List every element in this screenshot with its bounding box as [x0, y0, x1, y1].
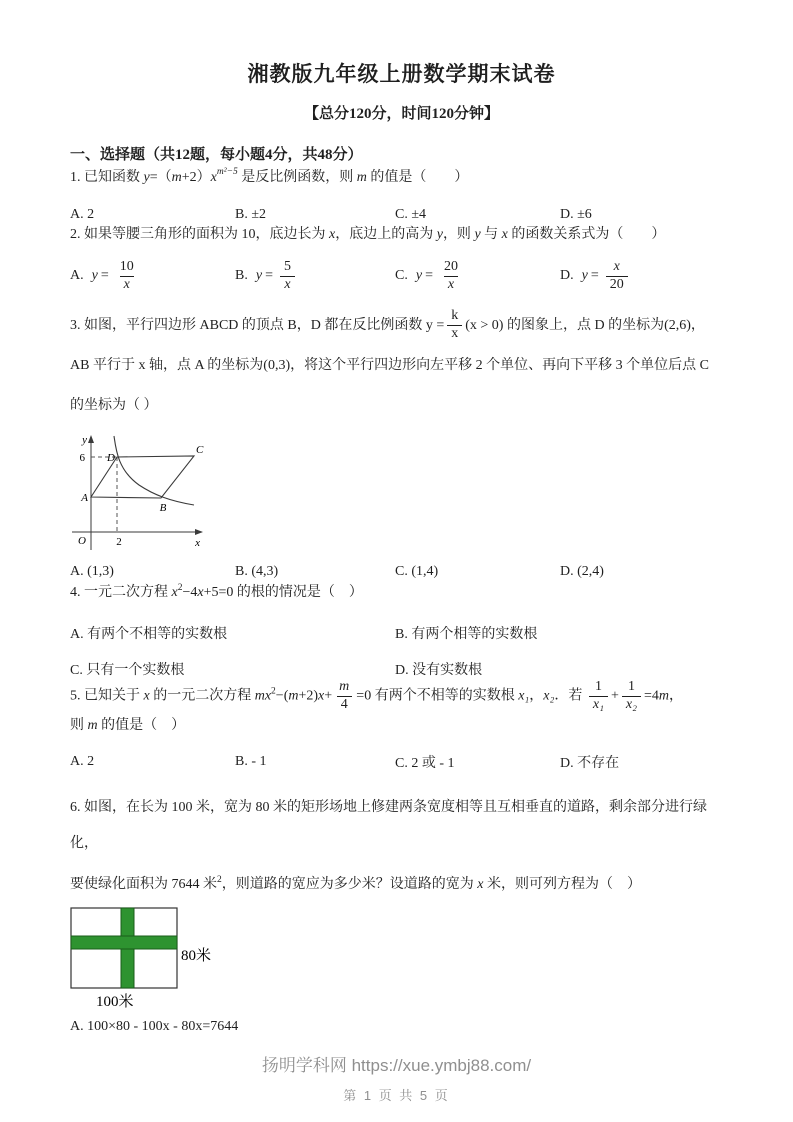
question-2-options — [70, 259, 733, 294]
math-variable: x — [197, 584, 204, 600]
fraction-denominator: x — [447, 325, 462, 343]
fraction-denominator: x — [120, 276, 134, 294]
option-label: A. — [70, 268, 84, 284]
math-variable: y — [415, 268, 423, 284]
text-run: 的函数关系式为（ ） — [507, 226, 666, 242]
math-variable: y — [474, 226, 481, 242]
stem-line: 的坐标为（ ） — [70, 397, 158, 413]
text-run: 是反比例函数，则 — [237, 170, 357, 185]
option-d — [560, 259, 733, 294]
math-superscript: m²−5 — [216, 167, 238, 177]
text-run: (x > 0) 的图象上，点 D 的坐标为(2,6)， — [465, 317, 705, 333]
fraction — [606, 259, 628, 294]
length-label: 100米 — [96, 994, 134, 1011]
math-variable: x — [143, 688, 150, 704]
text-run: 5. 已知关于 — [70, 688, 144, 704]
math-variable: x₁ — [518, 688, 530, 704]
point-a-label: A — [81, 491, 88, 504]
y-axis-arrow-icon — [88, 435, 94, 443]
fraction-denominator: x₂ — [622, 696, 641, 714]
text-run: 有两个不相等的实数根 — [371, 688, 519, 704]
point-d-label: D — [107, 451, 115, 464]
stem-line — [70, 306, 733, 346]
math-variable: x — [501, 226, 508, 242]
text-run: 1. 已知函数 — [70, 170, 144, 185]
math-variable: y — [143, 170, 150, 185]
fraction-numerator: 1 — [594, 679, 602, 695]
option-c — [395, 259, 560, 294]
exam-title: 湘教版九年级上册数学期末试卷 — [247, 62, 556, 86]
option-c: C. ±4 — [395, 206, 427, 222]
stem-line — [70, 862, 733, 903]
question-5-options — [70, 752, 733, 772]
question-5-stem-line2 — [70, 714, 733, 739]
text-run: =（ — [149, 170, 172, 185]
score-time-line: 【总分120分，时间120分钟】 — [303, 106, 499, 122]
option-a: A. 2 — [70, 206, 95, 222]
fraction — [280, 259, 295, 294]
y-axis-label: y — [82, 433, 87, 446]
text-run: =0 — [356, 688, 372, 704]
option-d: D. 没有实数根 — [395, 663, 483, 679]
fraction-denominator: 4 — [337, 696, 352, 714]
question-5-stem — [70, 679, 733, 714]
option-d: D. (2,4) — [560, 563, 604, 579]
question-3-stem — [70, 306, 733, 426]
text-run: 的值是（ ） — [366, 170, 469, 185]
fraction — [335, 679, 353, 714]
text-run: 与 — [480, 226, 502, 242]
fraction-numerator: x — [613, 259, 620, 274]
width-label: 80米 — [181, 948, 212, 965]
text-run: ， — [529, 688, 544, 704]
text-run: ．若 — [554, 688, 586, 704]
fraction-numerator: 1 — [627, 679, 635, 695]
fraction — [447, 308, 462, 343]
text-run: 的一元二次方程 — [149, 688, 255, 704]
question-4-stem — [70, 580, 733, 606]
math-variable: y — [91, 268, 98, 284]
text-run: 米，则可列方程为（ ） — [483, 877, 641, 893]
text-run: −4 — [182, 584, 198, 600]
math-variable: x — [210, 170, 217, 185]
option-c: C. 只有一个实数根 — [70, 663, 185, 679]
question-2-stem — [70, 223, 733, 248]
option-b: B. - 1 — [235, 754, 267, 770]
option-label: D. — [560, 268, 574, 284]
math-variable: m — [87, 717, 98, 733]
question-6-figure — [70, 907, 290, 1015]
fraction-numerator: 10 — [119, 259, 134, 274]
math-variable: x — [171, 584, 178, 600]
option-b: B. (4,3) — [235, 563, 279, 579]
math-variable: x₂ — [543, 688, 555, 704]
text-run: + — [324, 688, 333, 704]
fraction — [440, 259, 462, 294]
fraction-denominator: x — [444, 276, 458, 294]
text-run: 要使绿化面积为 7644 米 — [70, 877, 217, 893]
text-run: 2. 如果等腰三角形的面积为 10，底边长为 — [70, 226, 329, 242]
math-variable: y — [255, 268, 263, 284]
math-variable: m — [658, 688, 670, 704]
option-a: A. 2 — [70, 754, 95, 770]
math-variable: x — [329, 226, 336, 242]
fraction-numerator: 20 — [443, 259, 458, 274]
math-variable: m — [171, 170, 182, 185]
horizontal-road — [71, 936, 177, 949]
stem-line: AB 平行于 x 轴，点 A 的坐标为(0,3)，将这个平行四边形向左平移 2 个单位、再向下平移 3 个单位后点 C — [70, 357, 709, 373]
math-superscript: 2 — [271, 686, 276, 697]
y-tick-6: 6 — [79, 451, 85, 464]
math-superscript: 2 — [177, 582, 183, 593]
fraction-numerator: 5 — [283, 259, 291, 274]
stem-line: 6. 如图，在长为 100 米，宽为 80 米的矩形场地上修建两条宽度相等且互相垂直的道路，剩余部分进行绿化， — [70, 800, 707, 852]
x-axis-label: x — [195, 536, 200, 549]
section-heading: 一、选择题（共12题，每小题4分，共48分） — [70, 147, 363, 163]
fraction-numerator: k — [451, 308, 459, 324]
x-axis-arrow-icon — [195, 529, 203, 535]
text-run: +2） — [181, 170, 211, 185]
question-6-stem — [70, 790, 733, 903]
math-variable: y — [436, 226, 443, 242]
option-d: D. ±6 — [560, 206, 592, 222]
equals-sign: = — [425, 268, 433, 284]
point-b-label: B — [159, 501, 167, 514]
text-run: 的根的情况是（ ） — [233, 584, 363, 600]
option-a — [70, 259, 235, 294]
fraction — [589, 679, 608, 714]
question-4-options — [70, 623, 733, 679]
question-1-options — [70, 207, 733, 223]
option-d: D. 不存在 — [560, 756, 620, 772]
equals-sign: = — [590, 268, 599, 284]
option-c: C. 2 或 - 1 — [395, 756, 455, 772]
math-run: mx — [254, 688, 272, 704]
math-variable: x — [318, 688, 325, 704]
watermark-site-url: 扬明学科网 https://xue.ymbj88.com/ — [261, 1056, 532, 1075]
math-superscript: 2 — [217, 875, 222, 886]
text-run: 3. 如图，平行四边形 ABCD 的顶点 B，D 都在反比例函数 y = — [70, 317, 445, 333]
text-run: =4 — [643, 688, 659, 704]
text-run: ， — [669, 688, 684, 704]
option-a: A. 有两个不相等的实数根 — [70, 627, 228, 643]
fraction-denominator: 20 — [606, 276, 628, 294]
x-tick-2: 2 — [116, 535, 122, 548]
question-6-option-a: A. 100×80 - 100x - 80x=7644 — [70, 1019, 239, 1035]
text-run: ，则道路的宽应为多少米？设道路的宽为 — [221, 877, 478, 893]
question-3-options — [70, 564, 733, 580]
option-label: B. — [235, 268, 248, 284]
math-variable: y — [581, 268, 588, 284]
math-variable: m — [288, 688, 299, 704]
text-run: 的值是（ ） — [97, 717, 186, 733]
text-run: 4. 一元二次方程 — [70, 584, 172, 600]
question-3-figure — [64, 430, 216, 554]
equals-sign: = — [100, 268, 109, 284]
option-c: C. (1,4) — [395, 563, 439, 579]
text-run: +5=0 — [203, 584, 234, 600]
text-run: −( — [275, 688, 289, 704]
text-run: +2) — [298, 688, 319, 704]
origin-label: O — [78, 534, 86, 547]
fraction — [116, 259, 138, 294]
text-run: 则 — [70, 717, 88, 733]
option-label: C. — [395, 268, 408, 284]
equals-sign: = — [265, 268, 273, 284]
math-variable: x — [477, 877, 484, 893]
math-variable: m — [356, 170, 367, 185]
fraction-denominator: x — [280, 276, 294, 294]
fraction-numerator: m — [339, 679, 350, 695]
option-b — [235, 259, 395, 294]
text-run: ，则 — [442, 226, 475, 242]
option-b: B. ±2 — [235, 206, 267, 222]
question-1-stem — [70, 164, 733, 191]
option-a: A. (1,3) — [70, 563, 114, 579]
page-indicator: 第 1 页 共 5 页 — [343, 1088, 450, 1103]
text-run: ，底边上的高为 — [335, 226, 437, 242]
option-b: B. 有两个相等的实数根 — [395, 627, 538, 643]
point-c-label: C — [196, 443, 204, 456]
plus-sign: + — [610, 688, 619, 704]
page-footer — [0, 1051, 793, 1104]
fraction-denominator: x₁ — [589, 696, 608, 714]
fraction — [622, 679, 641, 714]
